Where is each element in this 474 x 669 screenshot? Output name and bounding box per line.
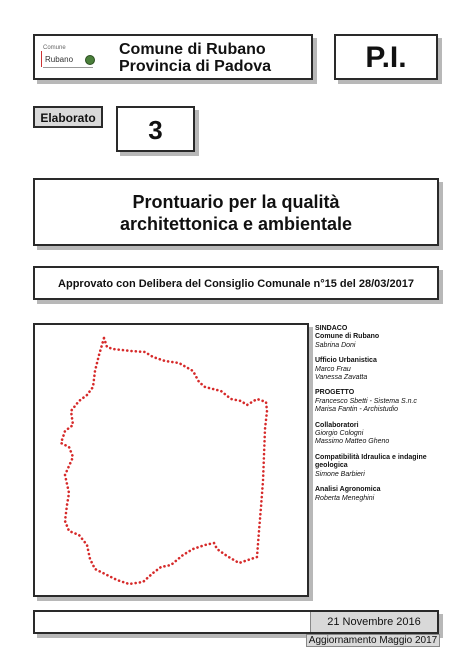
- credit-name: Massimo Matteo Gheno: [315, 438, 390, 446]
- approval-box: [33, 266, 439, 300]
- credit-name: Francesco Sbetti - Sistema S.n.c: [315, 397, 417, 405]
- update-note-box: [306, 634, 440, 647]
- provincia-line: Provincia di Padova: [119, 58, 272, 75]
- municipality-name: [119, 41, 271, 75]
- elaborato-number-box: [116, 106, 195, 152]
- credit-heading: Analisi Agronomica: [315, 486, 381, 494]
- credit-name: Comune di Rubano: [315, 333, 380, 341]
- credit-name: Roberta Meneghini: [315, 494, 375, 502]
- credit-group: [315, 325, 439, 350]
- municipal-boundary: [61, 338, 267, 584]
- credits-panel: [315, 325, 439, 510]
- municipality-logo: [41, 43, 97, 73]
- plan-code: P.I.: [365, 41, 407, 74]
- date-cell: [310, 612, 437, 632]
- title-line-2: architettonica e ambientale: [119, 214, 353, 234]
- elaborato-number: 3: [148, 115, 163, 145]
- logo-text-top: Comune: [43, 45, 66, 51]
- credit-group: [315, 454, 439, 479]
- credit-group: [315, 389, 439, 414]
- approval-text: Approvato con Delibera del Consiglio Comunale n°15 del 28/03/2017: [58, 278, 414, 290]
- plan-code-box: [334, 34, 438, 80]
- credit-group: [315, 357, 439, 382]
- credit-name: Sabrina Doni: [315, 341, 356, 349]
- credit-heading: Collaboratori: [315, 421, 359, 429]
- credit-heading: Compatibilità Idraulica e indagine geologica: [315, 453, 427, 470]
- document-title-box: [33, 178, 439, 246]
- credit-name: Vanessa Zavatta: [315, 374, 368, 382]
- header-box: [33, 34, 313, 80]
- update-note: Aggiornamento Maggio 2017: [308, 635, 438, 646]
- territory-map: [33, 323, 309, 597]
- credit-name: Simone Barbieri: [315, 470, 365, 478]
- credit-name: Giorgio Cologni: [315, 430, 364, 438]
- date-bar: [33, 610, 439, 634]
- municipal-boundary-map: [35, 325, 307, 595]
- credit-group: [315, 486, 439, 503]
- elaborato-label-box: [33, 106, 103, 128]
- credit-name: Marco Frau: [315, 365, 351, 373]
- credit-heading: Ufficio Urbanistica: [315, 357, 377, 365]
- logo-text-main: Rubano: [45, 55, 74, 64]
- coat-of-arms-icon: [85, 55, 95, 65]
- date-text: 21 Novembre 2016: [327, 616, 421, 628]
- title-line-1: Prontuario per la qualità: [132, 192, 340, 212]
- credit-heading: PROGETTO: [315, 389, 355, 397]
- elaborato-label: Elaborato: [40, 111, 96, 125]
- comune-line: Comune di Rubano: [119, 41, 266, 58]
- credit-name: Marisa Fantin - Archistudio: [315, 406, 398, 414]
- credit-group: [315, 422, 439, 447]
- credit-heading: SINDACO: [315, 325, 348, 332]
